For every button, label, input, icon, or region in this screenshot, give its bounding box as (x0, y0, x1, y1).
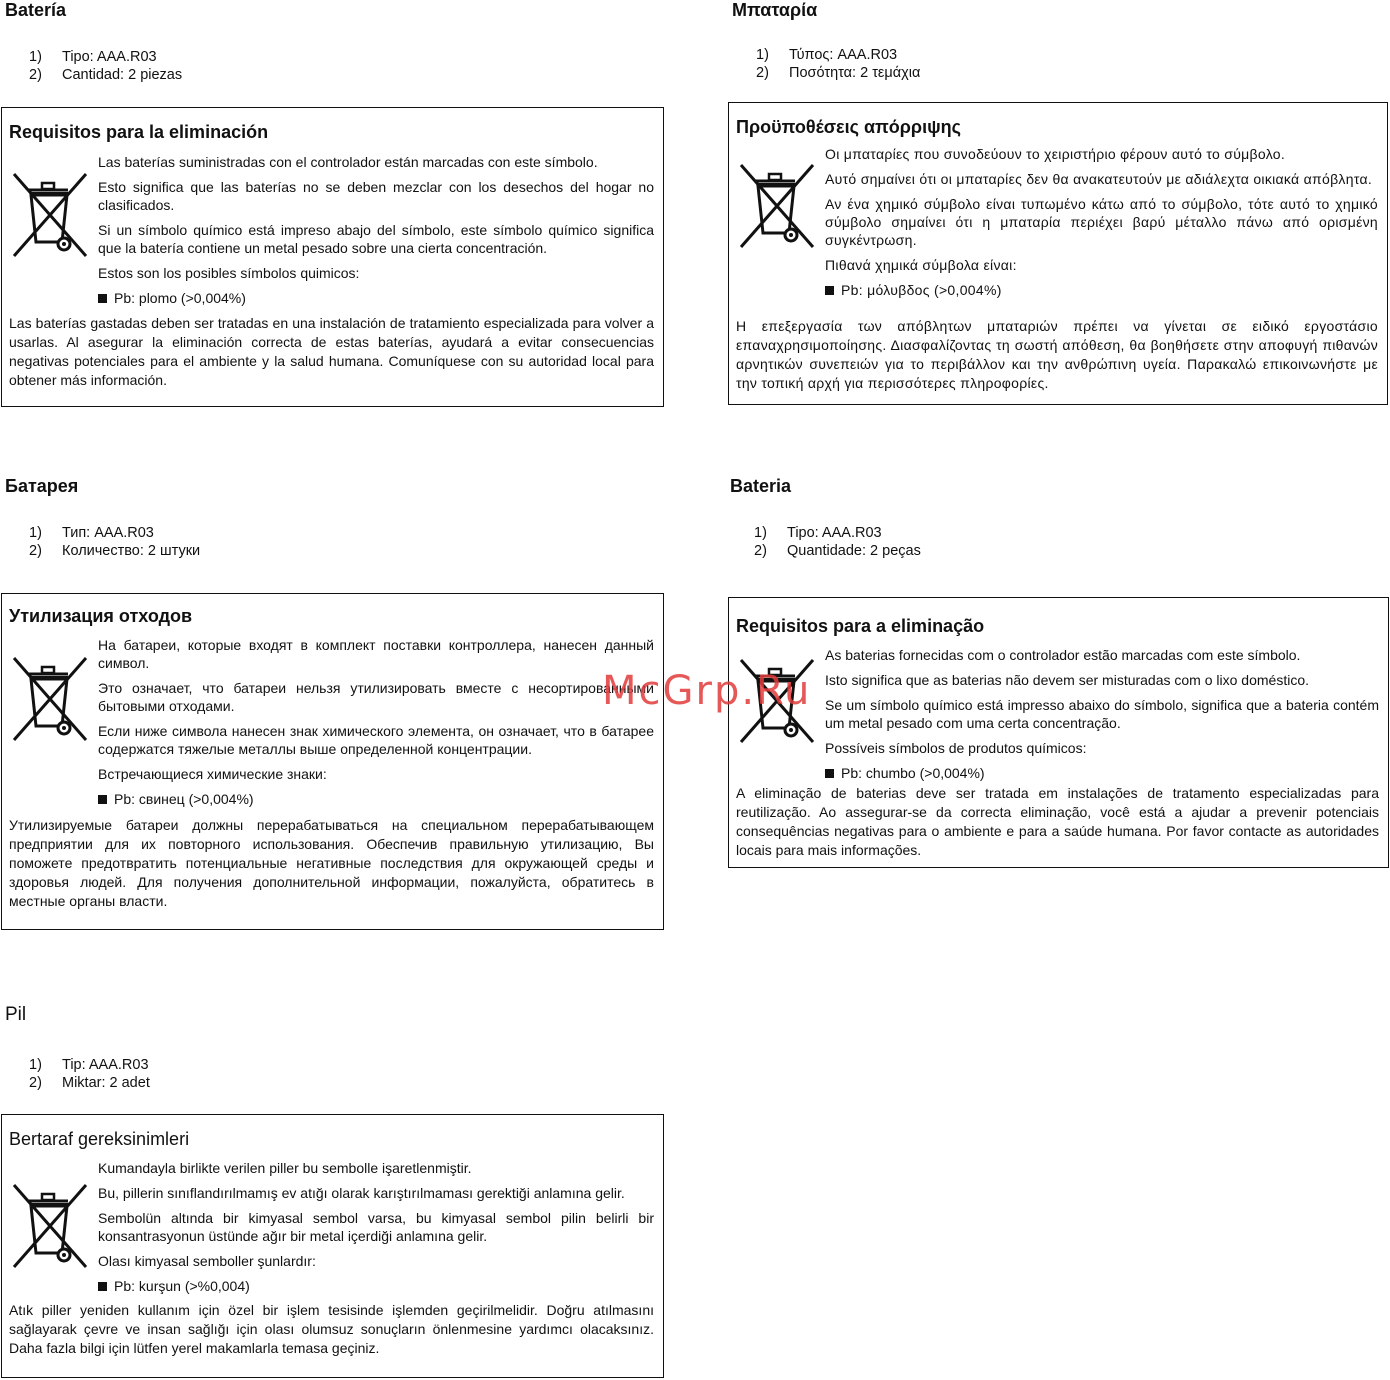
disposal-box (1, 1114, 664, 1378)
list-item: 1) Tip: AAA.R03 (29, 1057, 149, 1073)
battery-spec-list (754, 524, 921, 560)
battery-spec-list (29, 524, 200, 560)
battery-spec-list (29, 48, 182, 84)
battery-spec-list (756, 46, 920, 82)
square-bullet-icon (825, 286, 834, 295)
paragraph: Las baterías gastadas deben ser tratadas en una instalación de tratamiento especializada para volver a usarlas. Al asegurar la eliminación correcta de estas baterías, ayudará a evitar consecuencias negativas potenciales para el ambiente y la salud humana. Comuníquese con su autoridad local para obtener más información. (9, 315, 654, 388)
paragraph: Olası kimyasal semboller şunlardır: (98, 1253, 316, 1269)
paragraph: Утилизируемые батареи должны перерабатываться на специальном перерабатывающем предприятии для их повторного использования. Обеспечив правильную утилизацию, Вы поможете предотвратить потенциальные негативные последствия для окружающей среды и здоровья людей. Для получения дополнительной информации, пожалуйста, обратитесь в местные органы власти. (9, 817, 654, 909)
chemical-symbol-item: Pb: μόλυβδος (>0,004%) (825, 281, 1378, 299)
box-title: Requisitos para la eliminación (9, 122, 269, 142)
paragraph: Esto significa que las baterías no se deben mezclar con los desechos del hogar no clasificados. (98, 179, 654, 213)
section-el (732, 0, 1390, 410)
crossed-bin-icon (12, 1179, 88, 1271)
list-item: 1) Τύπος: AAA.R03 (756, 47, 898, 63)
paragraph: Это означает, что батареи нельзя утилизировать вместе с несортированными бытовыми отходами. (98, 680, 654, 714)
box-title: Bertaraf gereksinimleri (9, 1129, 190, 1149)
watermark: McGrp.Ru (602, 668, 812, 714)
battery-spec-list (29, 1056, 150, 1092)
chemical-symbol-item: Pb: chumbo (>0,004%) (825, 764, 1379, 782)
list-item: 1) Tipo: AAA.R03 (29, 49, 157, 65)
list-item: 1) Тип: AAA.R03 (29, 525, 154, 541)
paragraph: Estos son los posibles símbolos quimicos: (98, 265, 360, 281)
section-title: Батарея (5, 476, 79, 496)
paragraph: Η επεξεργασία των απόβλητων μπαταριών πρέπει να γίνεται σε ειδικό εργοστάσιο επαναχρησιμοποίησης. Διασφαλίζοντας τη σωστή απόθεση, θα βοηθήσετε στην αποφυγή πιθανών αρνητικών συνεπειών για το περιβάλλον και την ανθρώπινη υγεία. Παρακαλώ επικοινωνήστε με την τοπική αρχή για περισσότερες πληροφορίες. (736, 318, 1378, 391)
box-title: Προϋποθέσεις απόρριψης (736, 117, 961, 137)
paragraph: Πιθανά χημικά σύμβολα είναι: (825, 257, 1017, 273)
disposal-box (1, 107, 664, 407)
paragraph: Si un símbolo químico está impreso abajo del símbolo, este símbolo químico significa que la batería contiene un metal pesado sobre una cierta concentración. (98, 222, 654, 256)
square-bullet-icon (825, 769, 834, 778)
paragraph: Se um símbolo químico está impresso abaixo do símbolo, significa que a bateria contém um metal pesado com uma certa concentração. (825, 697, 1379, 731)
square-bullet-icon (98, 294, 107, 303)
list-item: 2) Quantidade: 2 peças (754, 543, 921, 559)
list-item: 2) Miktar: 2 adet (29, 1075, 150, 1091)
paragraph: Kumandayla birlikte verilen piller bu sembolle işaretlenmiştir. (98, 1160, 472, 1176)
paragraph: Встречающиеся химические знаки: (98, 766, 327, 782)
disposal-box (1, 593, 664, 930)
paragraph: Οι μπαταρίες που συνοδεύουν το χειριστήριο φέρουν αυτό το σύμβολο. (825, 146, 1286, 162)
section-pt (730, 476, 1390, 876)
section-es (5, 0, 665, 410)
square-bullet-icon (98, 1282, 107, 1291)
paragraph: Bu, pillerin sınıflandırılmamış ev atığı olarak karıştırılmaması gerektiği anlamına gelir. (98, 1185, 625, 1201)
disposal-box (728, 102, 1388, 405)
paragraph: Αν ένα χημικό σύμβολο είναι τυπωμένο κάτω από το σύμβολο, τότε αυτό το χημικό σύμβολο σημαίνει ότι η μπαταρία περιέχει βαρύ μέταλλο πάνω από ορισμένη συγκέντρωση. (825, 196, 1378, 248)
section-title: Batería (5, 0, 67, 20)
paragraph: Atık piller yeniden kullanım için özel bir işlem tesisinde işlemden geçirilmelidir. Doğru atılmasını sağlayarak çevre ve insan sağlığı için olası olumsuz sonuçların önlenmesine yardımcı olacaksınız. Daha fazla bilgi için lütfen yerel makamlarla temasa geçiniz. (9, 1302, 654, 1356)
chemical-symbol-item: Pb: kurşun (>%0,004) (98, 1277, 654, 1295)
list-item: 2) Cantidad: 2 piezas (29, 67, 183, 83)
square-bullet-icon (98, 795, 107, 804)
section-ru (5, 476, 665, 936)
crossed-bin-icon (12, 168, 88, 260)
paragraph: As baterias fornecidas com o controlador estão marcadas com este símbolo. (825, 647, 1301, 663)
paragraph: Sembolün altında bir kimyasal sembol varsa, bu kimyasal sembol pilin belirli bir konsantrasyonun üstünde ağır bir metal içerdiği anlamına gelir. (98, 1210, 654, 1244)
crossed-bin-icon (12, 652, 88, 744)
list-item: 2) Количество: 2 штуки (29, 543, 201, 559)
section-title: Bateria (730, 476, 792, 496)
paragraph: Αυτό σημαίνει ότι οι μπαταρίες δεν θα ανακατευτούν με αδιάλεχτα οικιακά απόβλητα. (825, 171, 1373, 187)
section-tr (5, 1004, 665, 1380)
chemical-symbol-item: Pb: plomo (>0,004%) (98, 289, 654, 307)
paragraph: Las baterías suministradas con el controlador están marcadas con este símbolo. (98, 154, 598, 170)
crossed-bin-icon (739, 159, 815, 251)
paragraph: A eliminação de baterias deve ser tratada em instalações de tratamento especializadas para reutilização. Ao assegurar-se da correcta eliminação, você está a ajudar a prevenir potenciais consequências negativas para o ambiente e para a saúde humana. Por favor contacte as autoridades locais para mais informações. (736, 785, 1379, 858)
paragraph: Если ниже символа нанесен знак химического элемента, он означает, что в батарее содержатся тяжелые металлы выше определенной концентрации. (98, 723, 654, 757)
section-title: Pil (5, 1004, 27, 1025)
paragraph: Isto significa que as baterias não devem ser misturadas com o lixo doméstico. (825, 672, 1310, 688)
paragraph: На батареи, которые входят в комплект поставки контроллера, нанесен данный символ. (98, 637, 654, 671)
disposal-box (728, 597, 1389, 868)
section-title: Μπαταρία (732, 0, 818, 20)
list-item: 2) Ποσότητα: 2 τεμάχια (756, 65, 921, 81)
box-title: Утилизация отходов (9, 606, 193, 626)
list-item: 1) Tipo: AAA.R03 (754, 525, 882, 541)
box-title: Requisitos para a eliminação (736, 616, 985, 636)
paragraph: Possíveis símbolos de produtos químicos: (825, 740, 1087, 756)
chemical-symbol-item: Pb: свинец (>0,004%) (98, 790, 654, 808)
